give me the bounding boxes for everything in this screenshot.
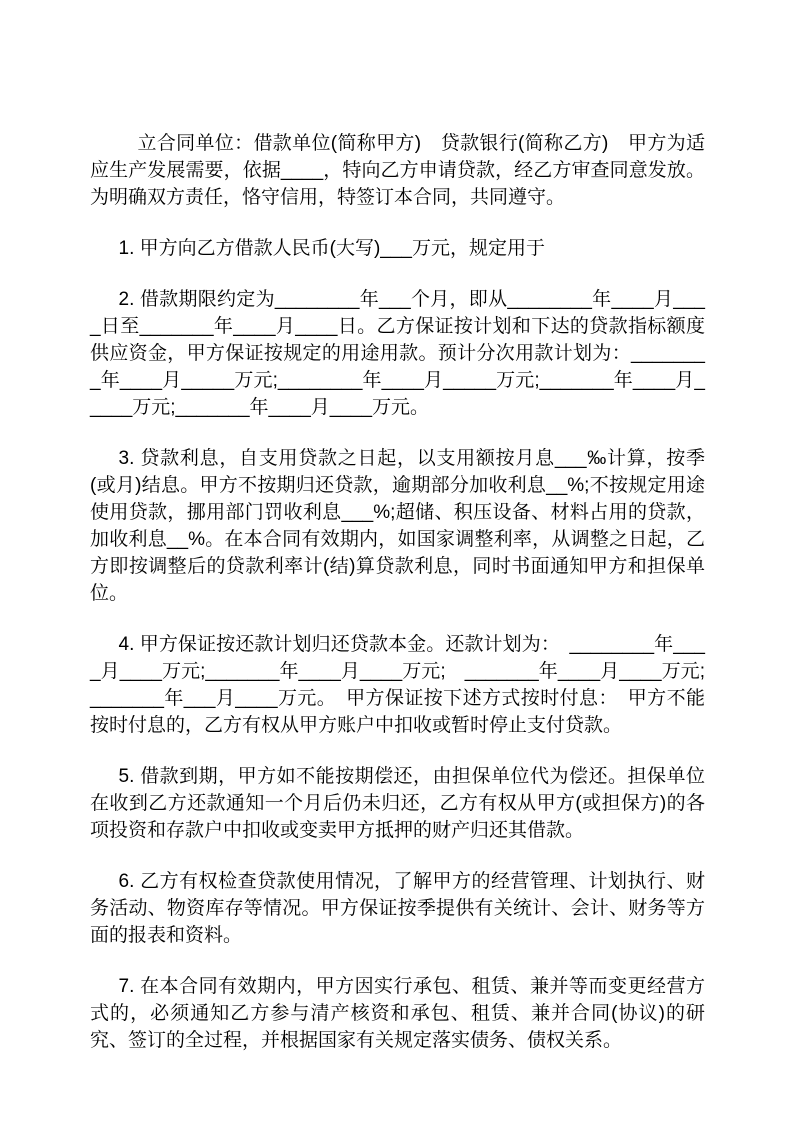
paragraph-clause-4: 4. 甲方保证按还款计划归还贷款本金。还款计划为： ________年____月____万元;_______年____月____万元; _______年____月____万元;_______年___月____万元。 甲方保证按下述方式按时付息： 甲方不能按时付息的，乙方有权从甲方账户中扣收或暂时停止支付贷款。 (90, 634, 705, 736)
paragraph-clause-6: 6. 乙方有权检查贷款使用情况，了解甲方的经营管理、计划执行、财务活动、物资库存等情况。甲方保证按季提供有关统计、会计、财务等方面的报表和资料。 (90, 871, 705, 946)
paragraph-clause-2: 2. 借款期限约定为________年___个月，即从________年____月____日至_______年____月____日。乙方保证按计划和下达的贷款指标额度供应资金，甲方保证按规定的用途用款。预计分次用款计划为：________年____月_____万元;________年____月_____万元;_______年____月_____万元;_______年____月____万元。 (90, 289, 705, 418)
paragraph-clause-3: 3. 贷款利息，自支用贷款之日起，以支用额按月息___‰计算，按季(或月)结息。甲方不按期归还贷款，逾期部分加收利息__%;不按规定用途使用贷款，挪用部门罚收利息___%;超储、积压设备、材料占用的贷款，加收利息__%。在本合同有效期内，如国家调整利率，从调整之日起，乙方即按调整后的贷款利率计(结)算贷款利息，同时书面通知甲方和担保单位。 (90, 448, 705, 604)
paragraph-clause-5: 5. 借款到期，甲方如不能按期偿还，由担保单位代为偿还。担保单位在收到乙方还款通知一个月后仍未归还，乙方有权从甲方(或担保方)的各项投资和存款户中扣收或变卖甲方抵押的财产归还其借款。 (90, 766, 705, 841)
paragraph-clause-7: 7. 在本合同有效期内，甲方因实行承包、租赁、兼并等而变更经营方式的，必须通知乙方参与清产核资和承包、租赁、兼并合同(协议)的研究、签订的全过程，并根据国家有关规定落实债务、债权关系。 (90, 976, 705, 1051)
paragraph-intro: 立合同单位：借款单位(简称甲方) 贷款银行(简称乙方) 甲方为适应生产发展需要，依据____，特向乙方申请贷款，经乙方审查同意发放。为明确双方责任，恪守信用，特签订本合同，共同遵守。 (90, 133, 705, 208)
paragraph-clause-1: 1. 甲方向乙方借款人民币(大写)___万元，规定用于 (118, 238, 545, 259)
